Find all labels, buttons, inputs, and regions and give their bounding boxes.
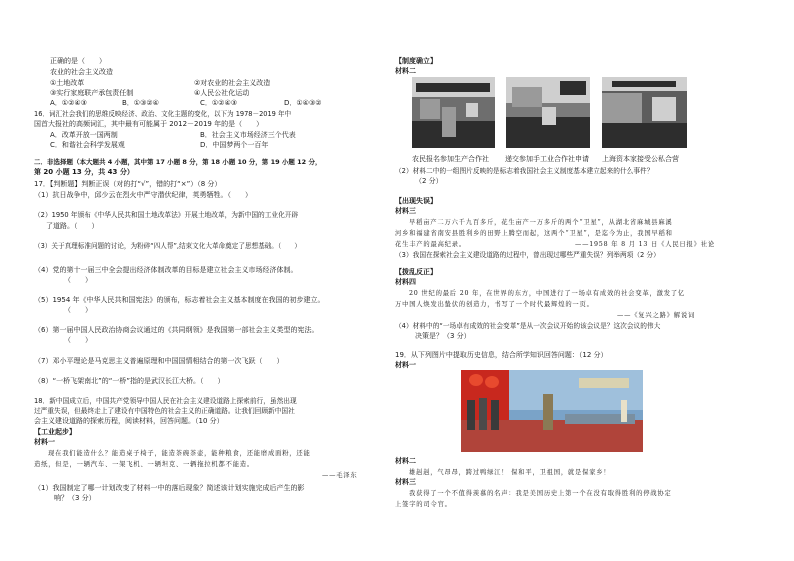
material-text: 万中国人焕发出蛰伏的创造力，书写了一个时代最辉煌的一页。	[395, 301, 594, 308]
question-19: 19．从下列图片中提取历史信息，结合所学知识回答问题：（12 分）	[395, 351, 608, 359]
question-17: 17．【判断题】判断正误（对的打“√”，错的打“×”）（8 分）	[34, 180, 222, 188]
photo-caption-1: 农民报名参加生产合作社	[412, 155, 489, 163]
statement-5: （5）1954 年《中华人民共和国宪法》的颁布，标志着社会主义基本制度在我国的初步建立。	[34, 296, 325, 304]
statement-6: （6）第一届中国人民政治协商会议通过的《共同纲领》是我国第一部社会主义类型的宪法。	[34, 326, 319, 334]
sub-question-3: （3）我国在探索社会主义建设道路的过程中，曾出现过哪些严重失误？列举两项（2 分）	[395, 251, 660, 259]
question-18-cont: 过严重失误，但最终走上了建设有中国特色的社会主义的正确道路。让我们回顾新中国社	[34, 407, 295, 415]
material-label: 材料三	[395, 207, 416, 215]
material-source: ——1958 年 8 月 13 日《人民日报》社论	[575, 241, 715, 248]
material-source: ——《复兴之路》解说词	[617, 312, 696, 319]
material-label: 材料三	[395, 478, 416, 486]
statement-2: （2）1950 年颁布《中华人民共和国土地改革法》开展土地改革，为新中国的工业化开辟	[34, 211, 299, 219]
statement-4: （4）党的第十一届三中全会提出经济体制改革的目标是建立社会主义市场经济体制。	[34, 266, 298, 274]
option-line: ②对农业的社会主义改造	[194, 79, 271, 87]
material-label: 材料二	[395, 67, 416, 75]
photo-caption-3: 上海资本家接受公私合营	[602, 155, 679, 163]
option-line: ①土地改革	[50, 79, 85, 87]
material-source: ——毛泽东	[322, 472, 358, 479]
choice-b: B．①③②④	[122, 99, 159, 107]
subsection-heading: 【制度确立】	[395, 57, 437, 65]
material-text: 河乡和福建省南安县胜利乡的田野上腾空而起，这两个“卫星”，是迄今为止，我国早稻和	[395, 230, 673, 237]
material-text: 雄赳赳，气昂昂，跨过鸭绿江！ 保和平，卫祖国，就是保家乡！	[409, 469, 611, 476]
sub-question-2: （2）材料二中的一组图片反映的是标志着我国社会主义制度基本建立起来的什么事件？	[395, 167, 654, 175]
sub-question-4-cont: 决策是？（3 分）	[415, 332, 471, 340]
answer-blank: （ ）	[64, 336, 92, 344]
text-line: 正确的是（ ）	[50, 57, 106, 65]
material-label: 材料一	[395, 361, 416, 369]
question-18: 18．新中国成立后，中国共产党领导中国人民在社会主义建设道路上探索前行，虽然出现	[34, 397, 297, 405]
material-label: 材料四	[395, 278, 416, 286]
option-line: ③实行家庭联产承包责任制	[50, 89, 134, 97]
text-line: 农业的社会主义改造	[50, 68, 113, 76]
choice-c: C．①②④③	[200, 99, 237, 107]
question-16: 16．词汇社会我们的思维反映经济、政治、文化主题的变化，以下为 1978－2019 年中	[34, 110, 292, 118]
material-text: 上签字的司令官。	[395, 501, 452, 508]
photo-handicraft-cooperative	[506, 77, 590, 148]
statement-8: （8）“一桥飞架南北”的“一桥”指的是武汉长江大桥。（ ）	[34, 377, 225, 385]
material-text: 现在我们能造什么？能造桌子椅子，能造茶碗茶壶，能种粮食，还能磨成面粉，还能	[48, 450, 311, 457]
material-text: 造纸，但是，一辆汽车、一架飞机、一辆坦克、一辆拖拉机都不能造。	[34, 461, 255, 468]
material-text: 早稻亩产二万六千九百多斤，花生亩产一万多斤的两个“卫星”，从湖北省麻城县麻溪	[409, 219, 673, 226]
statement-1: （1）抗日战争中，邱少云在烈火中严守潜伏纪律，英勇牺牲。（ ）	[34, 191, 252, 199]
photo-public-private-partnership	[602, 77, 687, 148]
choice-c: C．和谐社会科学发展观	[50, 141, 125, 149]
answer-blank: （ ）	[64, 306, 92, 314]
question-16-cont: 国首大报社的高频词汇，其中最有可能属于 2012－2019 年的是（ ）	[34, 120, 264, 128]
subsection-heading: 【拨乱反正】	[395, 268, 437, 276]
subsection-heading: 【工业起步】	[34, 428, 76, 436]
photo-founding-ceremony	[461, 370, 643, 452]
photo-caption-2: 递交参加手工业合作社申请	[505, 155, 589, 163]
sub-question-1-cont: 响？（3 分）	[54, 494, 96, 502]
material-label: 材料一	[34, 438, 55, 446]
sub-question-2-cont: （2 分）	[415, 177, 443, 185]
choice-d: D．①④③②	[284, 99, 322, 107]
material-text: 20 世纪的最后 20 年，在世界的东方，中国进行了一场卓有成效的社会变革，激发了亿	[409, 290, 686, 297]
statement-2-cont: 了道路。（ ）	[46, 222, 99, 230]
choice-a: A．改革开放一国两制	[50, 131, 118, 139]
statement-3: （3）关于真理标准问题的讨论，为粉碎“四人帮”,结束文化大革命奠定了思想基础。（ ）	[34, 242, 301, 250]
choice-a: A．①②④③	[50, 99, 87, 107]
sub-question-4: （4）材料中的“一场卓有成效的社会变革”是从一次会议开始的该会议是？这次会议的伟大	[395, 322, 661, 330]
section-heading-cont: 第 20 小题 13 分，共 43 分）	[34, 168, 134, 176]
subsection-heading: 【出现失误】	[395, 197, 437, 205]
material-label: 材料二	[395, 457, 416, 465]
sub-question-1: （1）我国制定了哪一计划改变了材料一中的落后现象？简述该计划实施完成后产生的影	[34, 484, 305, 492]
answer-blank: （ ）	[64, 276, 92, 284]
choice-b: B．社会主义市场经济三个代表	[200, 131, 296, 139]
question-18-cont: 会主义建设道路的探索历程，阅读材料，回答问题。（10 分）	[34, 417, 224, 425]
material-text: 花生丰产的最高纪录。	[395, 241, 466, 248]
section-heading: 二．非选择题（本大题共 4 小题，其中第 17 小题 8 分，第 18 小题 10 分，第 19 小题 12 分，	[34, 158, 322, 166]
material-text: 我获得了一个不值得羡慕的名声：我是美国历史上第一个在没有取得胜利的停战协定	[409, 490, 672, 497]
choice-d: D．中国梦两个一百年	[200, 141, 269, 149]
photo-farmers-cooperative	[412, 77, 495, 148]
statement-7: （7）邓小平理论是马克思主义普遍原理和中国国情相结合的第一次飞跃（ ）	[34, 357, 284, 365]
option-line: ④人民公社化运动	[194, 89, 250, 97]
